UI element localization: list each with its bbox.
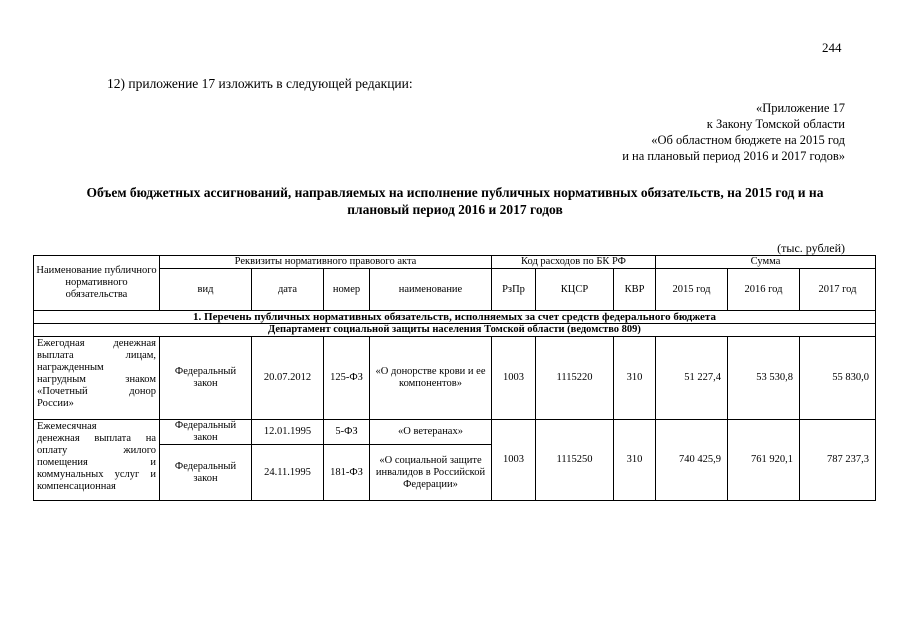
appendix-line: «Об областном бюджете на 2015 год xyxy=(651,133,845,147)
obligation-name-line: выплата лицам, xyxy=(37,350,156,361)
obligation-name-line: компенсационная xyxy=(37,481,116,492)
units-label: (тыс. рублей) xyxy=(777,241,845,255)
title-line: Объем бюджетных ассигнований, направляемых на исполнение публичных нормативных обязательств, на 2015 год и на xyxy=(86,185,824,200)
header-kcsr: КЦСР xyxy=(536,269,614,311)
kcsr-cell: 1115250 xyxy=(536,420,614,501)
department-title: Департамент социальной защиты населения Томской области (ведомство 809) xyxy=(34,324,876,337)
act-number: 181-ФЗ xyxy=(324,445,370,501)
header-vid: вид xyxy=(160,269,252,311)
act-number: 125-ФЗ xyxy=(324,337,370,420)
act-name: «О социальной защите инвалидов в Российской Федерации» xyxy=(370,445,492,501)
obligation-name-line: помещения и xyxy=(37,457,156,468)
obligation-name-line: коммунальных услуг и xyxy=(37,469,156,480)
obligation-name-line: нагрудным знаком xyxy=(37,374,156,385)
obligation-name-line: Ежемесячная xyxy=(37,421,97,432)
act-vid: Федеральный закон xyxy=(160,420,252,445)
rzpr-cell: 1003 xyxy=(492,337,536,420)
amount-2015: 51 227,4 xyxy=(656,337,728,420)
obligation-name-line: оплату жилого xyxy=(37,445,156,456)
appendix-line: и на плановый период 2016 и 2017 годов» xyxy=(622,149,845,163)
obligation-name xyxy=(34,420,160,501)
header-subrow xyxy=(34,269,876,311)
obligation-name xyxy=(34,337,160,420)
act-number: 5-ФЗ xyxy=(324,420,370,445)
instruction-text: 12) приложение 17 изложить в следующей редакции: xyxy=(107,76,413,91)
obligation-name-line: награжденным xyxy=(37,362,104,373)
header-2016: 2016 год xyxy=(728,269,800,311)
page-number: 244 xyxy=(822,40,842,55)
header-number: номер xyxy=(324,269,370,311)
obligation-name-line: денежная выплата на xyxy=(37,433,156,444)
kcsr-cell: 1115220 xyxy=(536,337,614,420)
section-title: 1. Перечень публичных нормативных обязательств, исполняемых за счет средств федерального бюджета xyxy=(34,311,876,324)
header-2017: 2017 год xyxy=(800,269,876,311)
table-row xyxy=(34,420,876,445)
header-date: дата xyxy=(252,269,324,311)
act-date: 12.01.1995 xyxy=(252,420,324,445)
kvr-cell: 310 xyxy=(614,337,656,420)
header-kvr: КВР xyxy=(614,269,656,311)
header-act-requisites: Реквизиты нормативного правового акта xyxy=(160,256,492,269)
header-expense-code: Код расходов по БК РФ xyxy=(492,256,656,269)
budget-table xyxy=(33,255,876,501)
act-vid: Федеральный закон xyxy=(160,445,252,501)
header-amount: Сумма xyxy=(656,256,876,269)
act-date: 20.07.2012 xyxy=(252,337,324,420)
act-vid: Федеральный закон xyxy=(160,337,252,420)
amount-2017: 55 830,0 xyxy=(800,337,876,420)
document-title xyxy=(40,184,870,218)
appendix-header xyxy=(525,100,845,164)
header-obligation-name: Наименование публичного нормативного обязательства xyxy=(34,256,160,311)
department-row xyxy=(34,324,876,337)
header-act-name: наименование xyxy=(370,269,492,311)
obligation-name-line: России» xyxy=(37,398,74,409)
section-row xyxy=(34,311,876,324)
appendix-line: к Закону Томской области xyxy=(706,117,845,131)
act-date: 24.11.1995 xyxy=(252,445,324,501)
amount-2017: 787 237,3 xyxy=(800,420,876,501)
kvr-cell: 310 xyxy=(614,420,656,501)
act-name: «О донорстве крови и ее компонентов» xyxy=(370,337,492,420)
header-2015: 2015 год xyxy=(656,269,728,311)
act-name: «О ветеранах» xyxy=(370,420,492,445)
rzpr-cell: 1003 xyxy=(492,420,536,501)
header-row xyxy=(34,256,876,269)
title-line: плановый период 2016 и 2017 годов xyxy=(347,202,563,217)
amount-2016: 761 920,1 xyxy=(728,420,800,501)
amount-2016: 53 530,8 xyxy=(728,337,800,420)
header-rzpr: РзПр xyxy=(492,269,536,311)
appendix-line: «Приложение 17 xyxy=(756,101,845,115)
obligation-name-line: «Почетный донор xyxy=(37,386,156,397)
table-row xyxy=(34,337,876,420)
amount-2015: 740 425,9 xyxy=(656,420,728,501)
obligation-name-line: Ежегодная денежная xyxy=(37,338,156,349)
